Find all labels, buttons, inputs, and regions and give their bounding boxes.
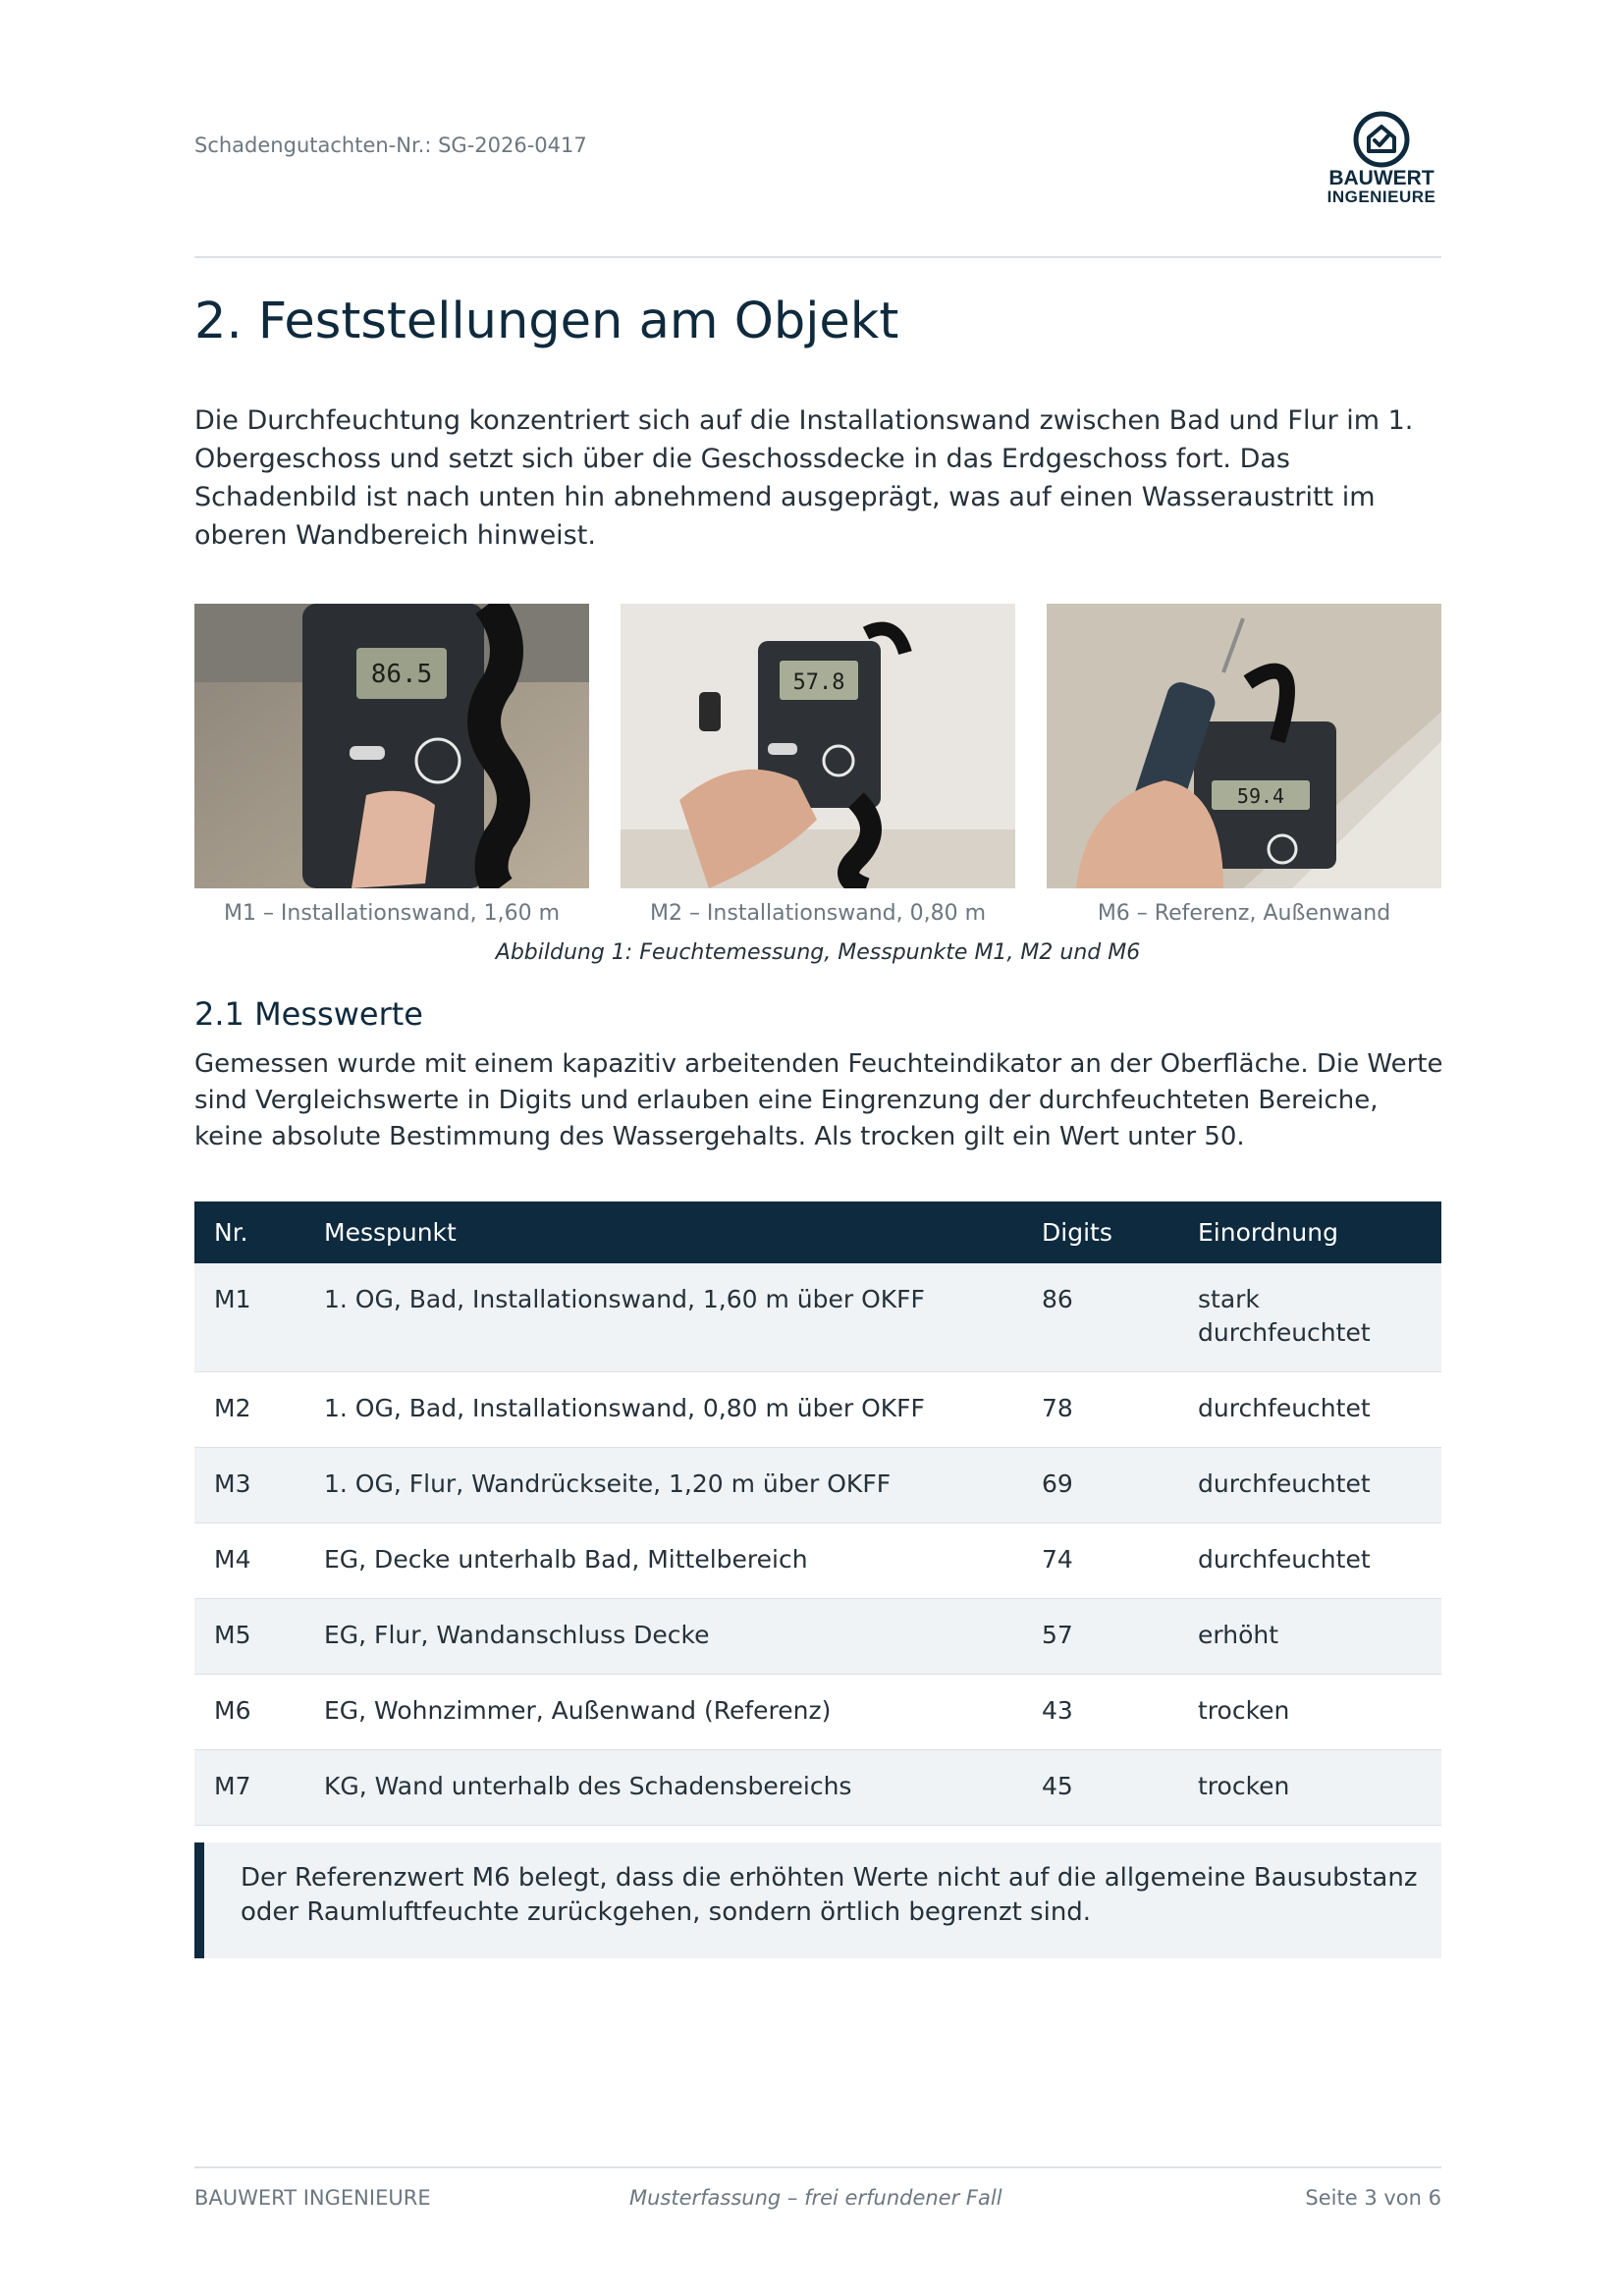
cell-einordnung: erhöht bbox=[1178, 1599, 1441, 1675]
footer-center-text: Musterfassung – frei erfundener Fall bbox=[629, 2186, 1002, 2210]
table-row bbox=[194, 1675, 1441, 1750]
column-header-einordnung: Einordnung bbox=[1178, 1201, 1441, 1263]
cell-nr: M6 bbox=[194, 1675, 304, 1750]
table-row bbox=[194, 1599, 1441, 1675]
company-logo bbox=[1316, 110, 1447, 206]
photo-m1 bbox=[194, 604, 589, 888]
meter-display-m2: 57.8 bbox=[792, 670, 845, 695]
reference-note: Der Referenzwert M6 belegt, dass die erhöhten Werte nicht auf die allgemeine Bausubstanz oder Raumluftfeuchte zurückgehen, sondern örtlich begrenzt sind. bbox=[194, 1842, 1441, 1958]
cell-einordnung: trocken bbox=[1178, 1750, 1441, 1826]
column-header-digits: Digits bbox=[1022, 1201, 1178, 1263]
logo-wordmark bbox=[1327, 169, 1436, 206]
table-row bbox=[194, 1372, 1441, 1448]
cell-nr: M2 bbox=[194, 1372, 304, 1448]
cell-nr: M1 bbox=[194, 1263, 304, 1372]
cell-messpunkt: 1. OG, Bad, Installationswand, 1,60 m über OKFF bbox=[304, 1263, 1022, 1372]
measurement-table bbox=[194, 1201, 1441, 1826]
cell-digits: 74 bbox=[1022, 1523, 1178, 1599]
einordnung-line1: stark bbox=[1198, 1285, 1260, 1313]
footer-divider bbox=[194, 2166, 1441, 2168]
cell-einordnung: durchfeuchtet bbox=[1178, 1372, 1441, 1448]
cell-nr: M5 bbox=[194, 1599, 304, 1675]
cell-messpunkt: EG, Decke unterhalb Bad, Mittelbereich bbox=[304, 1523, 1022, 1599]
house-check-icon bbox=[1352, 110, 1411, 169]
cell-messpunkt: 1. OG, Flur, Wandrückseite, 1,20 m über OKFF bbox=[304, 1448, 1022, 1523]
figure-caption: Abbildung 1: Feuchtemessung, Messpunkte M1, M2 und M6 bbox=[495, 940, 1141, 965]
meter-display-m1: 86.5 bbox=[370, 660, 433, 689]
table-row bbox=[194, 1523, 1441, 1599]
logo-line1: BAUWERT bbox=[1328, 167, 1435, 189]
cell-messpunkt: EG, Wohnzimmer, Außenwand (Referenz) bbox=[304, 1675, 1022, 1750]
cell-digits: 86 bbox=[1022, 1263, 1178, 1372]
intro-paragraph: Die Durchfeuchtung konzentriert sich auf die Installationswand zwischen Bad und Flur im 1. Obergeschoss und setzt sich über die Geschossdecke in das Erdgeschoss fort. Das Schadenbild ist nach unten hin abnehmend ausgeprägt, was auf einen Wasseraustritt im oberen Wandbereich hinweist. bbox=[194, 405, 1414, 551]
footer-company: BAUWERT INGENIEURE bbox=[194, 2186, 431, 2210]
cell-digits: 45 bbox=[1022, 1750, 1178, 1826]
cell-einordnung: durchfeuchtet bbox=[1178, 1523, 1441, 1599]
photo-caption-m2: M2 – Installationswand, 0,80 m bbox=[649, 901, 987, 926]
meter-display-m6: 59.4 bbox=[1236, 784, 1285, 808]
cell-digits: 43 bbox=[1022, 1675, 1178, 1750]
footer-page-number: Seite 3 von 6 bbox=[1305, 2186, 1441, 2210]
cell-nr: M7 bbox=[194, 1750, 304, 1826]
photo-caption-m6: M6 – Referenz, Außenwand bbox=[1097, 901, 1391, 926]
einordnung-line2: durchfeuchtet bbox=[1198, 1318, 1371, 1347]
header-divider bbox=[194, 256, 1441, 258]
photo-m6 bbox=[1047, 604, 1441, 888]
cell-messpunkt: KG, Wand unterhalb des Schadensbereichs bbox=[304, 1750, 1022, 1826]
photo-caption-m1: M1 – Installationswand, 1,60 m bbox=[223, 901, 561, 926]
cell-einordnung: trocken bbox=[1178, 1675, 1441, 1750]
report-number: Schadengutachten-Nr.: SG-2026-0417 bbox=[194, 133, 587, 157]
column-header-nr: Nr. bbox=[194, 1201, 304, 1263]
subsection-title: 2.1 Messwerte bbox=[194, 995, 423, 1033]
table-row bbox=[194, 1448, 1441, 1523]
table-row bbox=[194, 1750, 1441, 1826]
cell-nr: M4 bbox=[194, 1523, 304, 1599]
logo-line2: INGENIEURE bbox=[1326, 187, 1436, 206]
cell-messpunkt: 1. OG, Bad, Installationswand, 0,80 m über OKFF bbox=[304, 1372, 1022, 1448]
photo-m2 bbox=[621, 604, 1015, 888]
column-header-messpunkt: Messpunkt bbox=[304, 1201, 1022, 1263]
cell-nr: M3 bbox=[194, 1448, 304, 1523]
section-title: 2. Feststellungen am Objekt bbox=[194, 293, 899, 350]
cell-messpunkt: EG, Flur, Wandanschluss Decke bbox=[304, 1599, 1022, 1675]
table-row bbox=[194, 1263, 1441, 1372]
table-header-row bbox=[194, 1201, 1441, 1263]
cell-einordnung bbox=[1178, 1263, 1441, 1372]
cell-digits: 78 bbox=[1022, 1372, 1178, 1448]
cell-einordnung: durchfeuchtet bbox=[1178, 1448, 1441, 1523]
cell-digits: 69 bbox=[1022, 1448, 1178, 1523]
subsection-paragraph: Gemessen wurde mit einem kapazitiv arbeitenden Feuchteindikator an der Oberfläche. Die Werte sind Vergleichswerte in Digits und erlauben eine Eingrenzung der durchfeuchteten Bereiche, keine absolute Bestimmung des Wassergehalts. Als trocken gilt ein Wert unter 50. bbox=[194, 1049, 1443, 1151]
cell-digits: 57 bbox=[1022, 1599, 1178, 1675]
